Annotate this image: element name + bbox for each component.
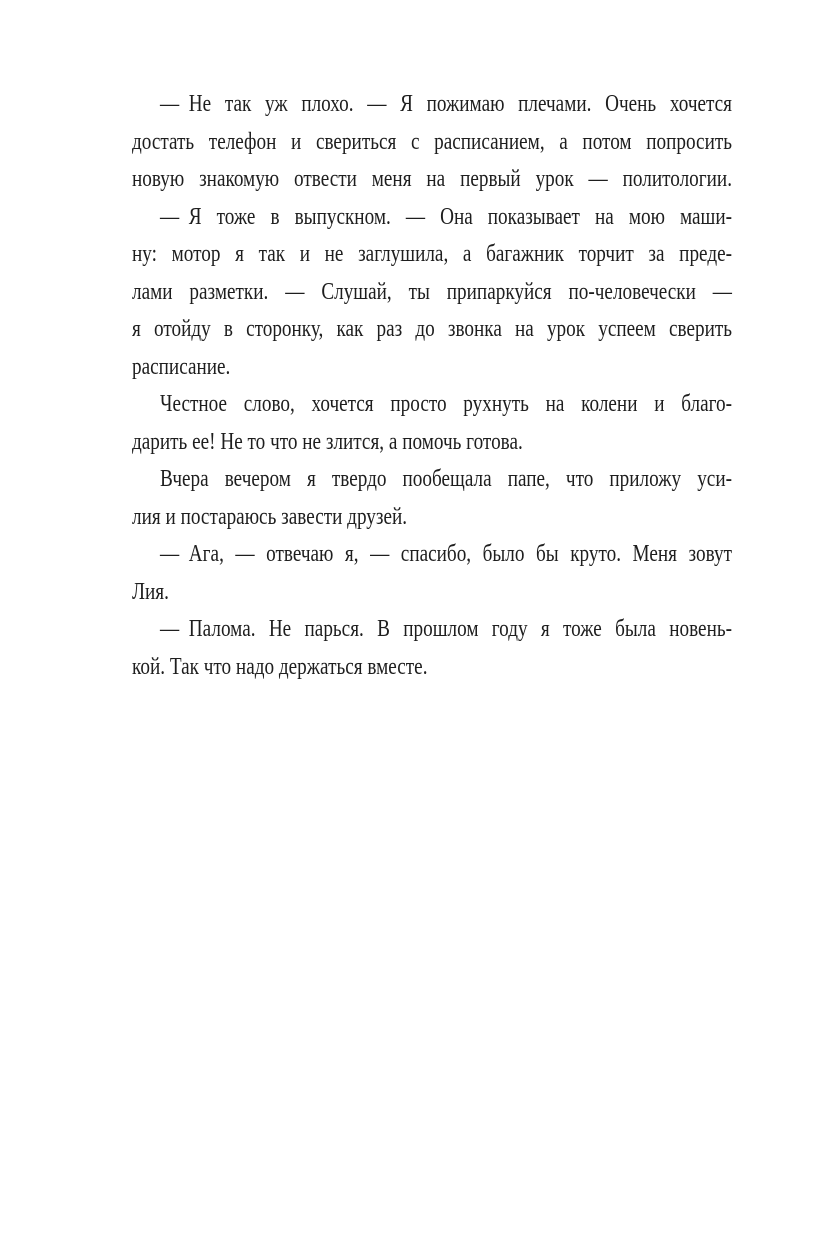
text-line: дарить ее! Не то что не злится, а помочь готова. bbox=[132, 428, 523, 455]
text-line: — Не так уж плохо. — Я пожимаю плечами. Очень хочется bbox=[160, 91, 732, 117]
text-line: я отойду в сторонку, как раз до звонка на урок успеем сверить bbox=[132, 316, 732, 342]
text-line: Честное слово, хочется просто рухнуть на колени и благо- bbox=[160, 391, 732, 417]
text-line: лами разметки. — Слушай, ты припаркуйся по-человечески — bbox=[132, 278, 732, 305]
text-line: достать телефон и свериться с расписанием, а потом попросить bbox=[132, 128, 732, 155]
text-line: — Палома. Не парься. В прошлом году я тоже была новень- bbox=[160, 616, 732, 642]
text-line: Вчера вечером я твердо пообещала папе, что приложу уси- bbox=[160, 466, 732, 492]
text-line: — Я тоже в выпускном. — Она показывает на мою маши- bbox=[160, 203, 732, 230]
page-text-column bbox=[132, 86, 732, 686]
text-line: кой. Так что надо держаться вместе. bbox=[132, 653, 428, 680]
text-line: — Ага, — отвечаю я, — спасибо, было бы круто. Меня зовут bbox=[160, 541, 732, 567]
text-line: расписание. bbox=[132, 353, 231, 380]
text-line: Лия. bbox=[132, 578, 169, 605]
text-line: ну: мотор я так и не заглушила, а багажник торчит за преде- bbox=[132, 241, 732, 267]
text-line: новую знакомую отвести меня на первый урок — политологии. bbox=[132, 166, 732, 192]
text-line: лия и постараюсь завести друзей. bbox=[132, 503, 408, 530]
